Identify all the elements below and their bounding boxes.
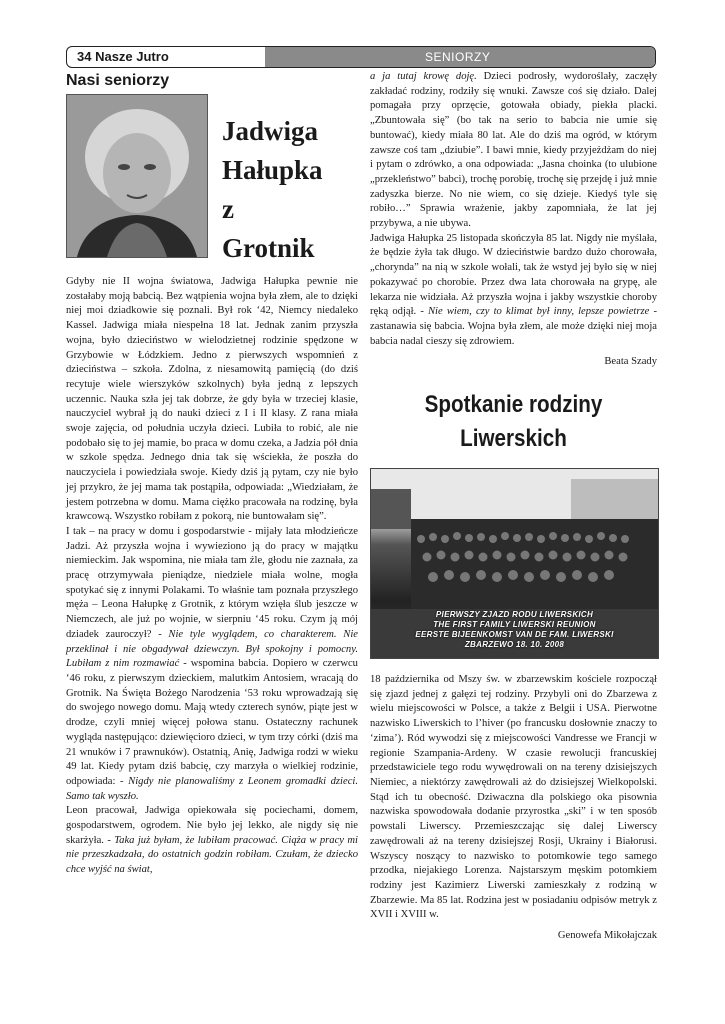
caption-line: THE FIRST FAMILY LIWERSKI REUNION <box>433 620 596 630</box>
article-body-left <box>66 275 358 878</box>
paragraph-quote: Nie tyle wyglądem, co charakterem. Nie przeklinał i nie obgadywał dziewczyn. Był spokojny i pomocny. Lubiłam z nim rozmawiać <box>66 628 358 670</box>
author-signature: Genowefa Mikołajczak <box>557 930 657 942</box>
paragraph <box>370 232 657 350</box>
portrait-photo <box>66 94 208 258</box>
photo-caption <box>371 610 658 650</box>
paragraph-text: Dzieci podrosły, wydoroślały, zaczęły zakładać rodziny, rodziły się wnuki. Zawsze coś się działo. Dalej pomagała przy oprzęcie, gotowała obiady, piekła placki. „Zbuntowała się” (bo tak na serio to babcia nie umie się buntować), kiedy miała 80 lat. Ale do dziś ma ogród, w którym zawsze coś tam „dziubie”. I bawi mnie, kiedy przyjeżdżam do niej i pytam o zdrówko, a ona odpowiada: „Jasna choinka (to ulubione „przekleństwo” babci), trochę porobię, trochę się przejdę i już mnie zadyszka bierze. No nie wiem, co się dzieje. Kiedyś tyle się robiło…” Sprawia wrażenie, jakby zapomniała, że lat jej przybywa, a nie ubywa. <box>370 71 657 230</box>
family-reunion-photo <box>370 468 659 659</box>
headline-line-2: Hałupka <box>222 155 323 185</box>
headline-line-4: Grotnik <box>222 233 315 263</box>
title-line-2: Liwerskich <box>460 425 567 453</box>
article-title <box>390 388 637 456</box>
article-headline <box>222 112 362 268</box>
paragraph-quote: Taka już byłam, że lubiłam pracować. Ciąża w pracy mi nie przeszkadzała, do ostatnich godzin robiłam. Czułam, że dziecko chce wyjść na świat, <box>66 834 358 876</box>
caption-line: PIERWSZY ZJAZD RODU LIWERSKICH <box>435 610 594 620</box>
paragraph-text: Gdyby nie II wojna światowa, Jadwiga Hałupka pewnie nie zostałaby moją babcią. Bez wątpienia wojna była złem, ale to dzięki niej moi dziadkowie się poznali. Był rok ‘42, Niemcy niedaleko Kassel. Jadwiga miała niespełna 18 lat. Jednak zanim przyszła wojna, było dzieciństwo w wielodzietnej rodzinie spędzone w Grzybowie w Łódzkiem. Jedno z pierwszych wspomnień z dzieciństwa – szkoła. Zdolna, z niesamowitą pamięcią (do dziś recytuje wiele wierszyków szkolnych) była jedną z lepszych uczennic. Nauka szła jej tak dobrze, że gdy była w trzeciej klasie, nauczyciel wybrał ją do nauki dzieci z I i II klasy. Z rana miała swoje zajęcia, od południa uczyła dzieci. Lubiła to robić, ale nie podobało się to jej mamie, bo praca w domu czeka, a Jadzia pół dnia w szkole spędza. Jednego dnia tak się wściekła, że poszła do nauczyciela i powiedziała swoje. Kiedy dziś ją pytam, czy nie było jej przykro, że jej mama tak postąpiła, odpowiada: „Wiedziałam, że jestem potrzebna w domu. Mama ciężko pracowała na rodzinę, była krawcową. Wszystko robiłam z pokorą, nie buntowałam się”. <box>66 276 358 523</box>
paragraph-text: - wspomina babcia. Dopiero w czerwcu ‘46 roku, z pierwszym dzieckiem, malutkim Antosiem, wracają do Grotnik. Na Święta Bożego Narodzenia ‘53 roku wprowadzają się do swojego nowego domu. Mają wtedy czterech synów, piąte jest w drodze, czyli mniej więcej połowa stanu. Ostateczny rachunek wygląda następująco: dziewięcioro dzieci, w tym trzy córki (dziś ma 21 wnuków i 7 prawnuków). Ostatnią, Anię, Jadwiga rodzi w wieku 49 lat. Kiedy pytam dziś babcię, czy marzyła o wielkiej rodzinie, odpowiada: - <box>66 658 358 787</box>
paragraph-quote: a ja tutaj krowę doję. <box>370 71 477 82</box>
page-header <box>66 46 656 68</box>
right-column <box>370 70 657 944</box>
article-body-right <box>370 70 657 370</box>
section-label: Nasi seniorzy <box>66 72 170 89</box>
headline-line-1: Jadwiga <box>222 116 319 146</box>
paragraph-text: I tak – na pracy w domu i gospodarstwie - mijały lata młodzieńcze Jadzi. Aż przyszła wojna i wywieziono ją do pracy w majątku niemieckim. Jak wspomina, nie miała tam źle, głodu nie zaznała, za pracę otrzymywała pieniądze, niedziele miała wolne, mogła spotykać się z innymi Polakami. To właśnie tam poznała przyszłego męża – Leona Hałupkę z Grotnik, z którym wzięła ślub jeszcze w Niemczech, ale już po wojnie, w sierpniu ‘45 roku. Czym ją mój dziadek zauroczył? - <box>66 525 358 640</box>
paragraph-quote: Nigdy nie planowaliśmy z Leonem gromadki dzieci. Samo tak wyszło. <box>66 775 358 802</box>
section-banner: SENIORZY <box>265 47 655 67</box>
paragraph <box>370 70 657 232</box>
paragraph-quote: Nie wiem, czy to klimat był inny, lepsze powietrze <box>427 306 650 318</box>
left-column <box>66 70 358 876</box>
paragraph <box>66 804 358 878</box>
paragraph-text: Jadwiga Hałupka 25 listopada skończyła 85 lat. Nigdy nie myślała, że będzie żyła tak długo. W dzieciństwie bardzo dużo chorowała, „chorynda” na nią w szkole wołali, tak że wstyd jej było się w niej pokazywać po chorobie. Przez dwa lata chorowała na grypę, ale lekarza nie widziała. Aż przyszła wojna i jakby wszystkie choroby ręką odjął. - <box>370 232 657 318</box>
caption-line: EERSTE BIJEENKOMST VAN DE FAM. LIWERSKI <box>415 630 614 640</box>
portrait-image <box>67 95 207 257</box>
author-signature: Beata Szady <box>604 356 657 368</box>
page-number-and-title: 34 Nasze Jutro <box>77 49 169 64</box>
paragraph <box>66 275 358 525</box>
paragraph-text: - zastanawia się babcia. Wojna była złem, ale może dzięki niej moja babcia nadal cieszy się zdrowiem. <box>370 306 657 347</box>
caption-line: ZBARZEWO 18. 10. 2008 <box>464 640 565 650</box>
title-line-1: Spotkanie rodziny <box>424 391 603 419</box>
article2-body <box>370 673 657 944</box>
paragraph <box>66 525 358 804</box>
headline-line-3: z <box>222 194 234 224</box>
paragraph <box>370 673 657 923</box>
paragraph-text: 18 października od Mszy św. w zbarzewskim kościele rozpoczął się zjazd jednej z gałęzi tej rodziny. Przybyli oni do Zbarzewa z wielu miejscowości w Polsce, a także z Belgii i USA. Pierwotne nazwisko Liwerskich to l’hiver (po francusku dosłownie znaczy to ‘zima’). Ród wywodzi się z miejscowości Vandresse we Francji w regionie Szampania-Ardeny. W czasie rewolucji francuskiej przedstawiciele tego rodu wywędrowali on na tereny dzisiejszych Niemiec, a niektórzy zawędrowali aż do dzisiejszej Wielkopolski. Stąd ich tu obecność. Dziwaczna dla polskiego oka pisownia nazwiska spowodowała dodanie przyrostka „ski” i w ten sposób powstali Liwerscy. Przemieszczając się dalej Liwerscy zawędrowali aż na tereny dzisiejszej Rosji, Ukrainy i Białorusi. Wszyscy noszący to nazwisko to potomkowie tego samego przodka, niejakiego Lorenza. Najstarszym męskim potomkiem rodziny jest Kazimierz Liwerski zamieszkały z rodziną w Zbarzewie. Ma 85 lat. Rodzina jest w posiadaniu odpisów metryk z XVII i XVIII w. <box>370 674 657 921</box>
paragraph-text: Leon pracował, Jadwiga opiekowała się pociechami, domem, gospodarstwem, ogrodem. Nie było jej lekko, ale nigdy się nie skarżyła. - <box>66 805 358 846</box>
